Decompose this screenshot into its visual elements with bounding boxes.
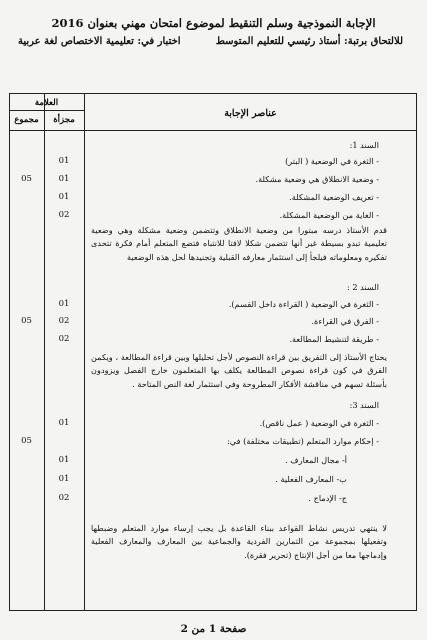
- content-header: عناصر الإجابة: [224, 108, 277, 119]
- total-score: 05: [21, 316, 32, 326]
- answer-item: - الثغرة في الوضعية ( عمل ناقص).: [259, 418, 379, 428]
- table-divider: [9, 110, 84, 111]
- total-score: 05: [21, 436, 32, 446]
- section-heading: السند 1:: [349, 140, 379, 150]
- partial-score: 02: [58, 493, 70, 503]
- partial-score: 01: [58, 156, 70, 166]
- table-divider: [84, 93, 85, 611]
- exam-subject: اختبار في: تعليمية الاختصاص لغة عربية: [18, 36, 181, 47]
- answer-item: - إحكام موارد المتعلم (تطبيقات مختلفة) في:: [227, 436, 379, 446]
- answer-item: - الثغرة في الوضعية ( البتر): [285, 156, 379, 166]
- partial-score: 01: [58, 418, 70, 428]
- partial-header: مجزأة: [53, 115, 75, 125]
- document-title: الإجابة النموذجية وسلم التنقيط لموضوع امتحان مهني بعنوان 2016: [51, 16, 376, 30]
- answer-sub-item: ج- الإدماج .: [308, 493, 347, 503]
- candidate-rank: للالتحاق برتبة: أستاذ رئيسي للتعليم المتوسط: [215, 36, 403, 47]
- section-heading: السند 2 :: [346, 282, 379, 292]
- partial-score: 01: [58, 174, 70, 184]
- table-divider: [44, 93, 45, 611]
- partial-score: 01: [58, 299, 70, 309]
- explanation-paragraph: يحتاج الأستاذ إلى التفريق بين قراءة النصوص لأجل تحليلها وبين قراءة المطالعة ، ويكمن الفرق في كون قراءة نصوص المطالعة يكلف بها المتعلمون خارج الفصل ويزودون بأسئلة تسهم في مناقشة الأفكار المطروحة وفي استثمار لغة النص المتاحة .: [91, 352, 387, 389]
- section-heading: السند 3:: [349, 400, 379, 410]
- table-divider: [9, 130, 417, 131]
- partial-score: 01: [58, 474, 70, 484]
- total-header: مجموع: [14, 115, 39, 125]
- answer-item: - وضعية الانطلاق هي وضعية مشكلة.: [255, 174, 379, 184]
- partial-score: 01: [58, 455, 70, 465]
- answer-sub-item: أ- مجال المعارف .: [285, 455, 347, 465]
- explanation-paragraph: لا ينتهي تدريس نشاط القواعد ببناء القاعدة بل يجب إرساء موارد المتعلم وضبطها وتفعيلها بمجموعة من التمارين الفردية والجماعية بين المعارف والمعارف الفعلية وإدماجها معا من أجل الإنتاج (تحرير فقرة).: [91, 523, 387, 560]
- answer-item: - الغاية من الوضعية المشكلة.: [279, 210, 379, 220]
- grade-header: العلامة: [34, 98, 59, 108]
- answer-item: - الثغرة في الوضعية ( القراءة داخل القسم).: [228, 299, 379, 309]
- partial-score: 01: [58, 192, 70, 202]
- partial-score: 02: [58, 210, 70, 220]
- answer-sub-item: ب- المعارف الفعلية .: [275, 474, 347, 484]
- explanation-paragraph: قدم الأستاذ درسه مبتورا من وضعية الانطلاق وتتضمن وضعية مشكلة وهي وضعية تعليمية تبدو بسيطة غير أنها تتضمن شكلا لافتا للانتباه فتضع المتعلم أمام فكرة تتحدى تفكيره ومعلوماته فيلجأ إلى استثمار معارفه القبلية وتجنيدها لحل هذه الوضعية: [91, 225, 387, 262]
- answer-item: - الفرق في القراءة.: [311, 316, 379, 326]
- partial-score: 02: [58, 334, 70, 344]
- answer-item: - تعريف الوضعية المشكلة.: [289, 192, 379, 202]
- page-number: صفحة 1 من 2: [180, 623, 247, 635]
- answer-item: - طريقة لتنشيط المطالعة.: [289, 334, 379, 344]
- partial-score: 02: [58, 316, 70, 326]
- total-score: 05: [21, 174, 32, 184]
